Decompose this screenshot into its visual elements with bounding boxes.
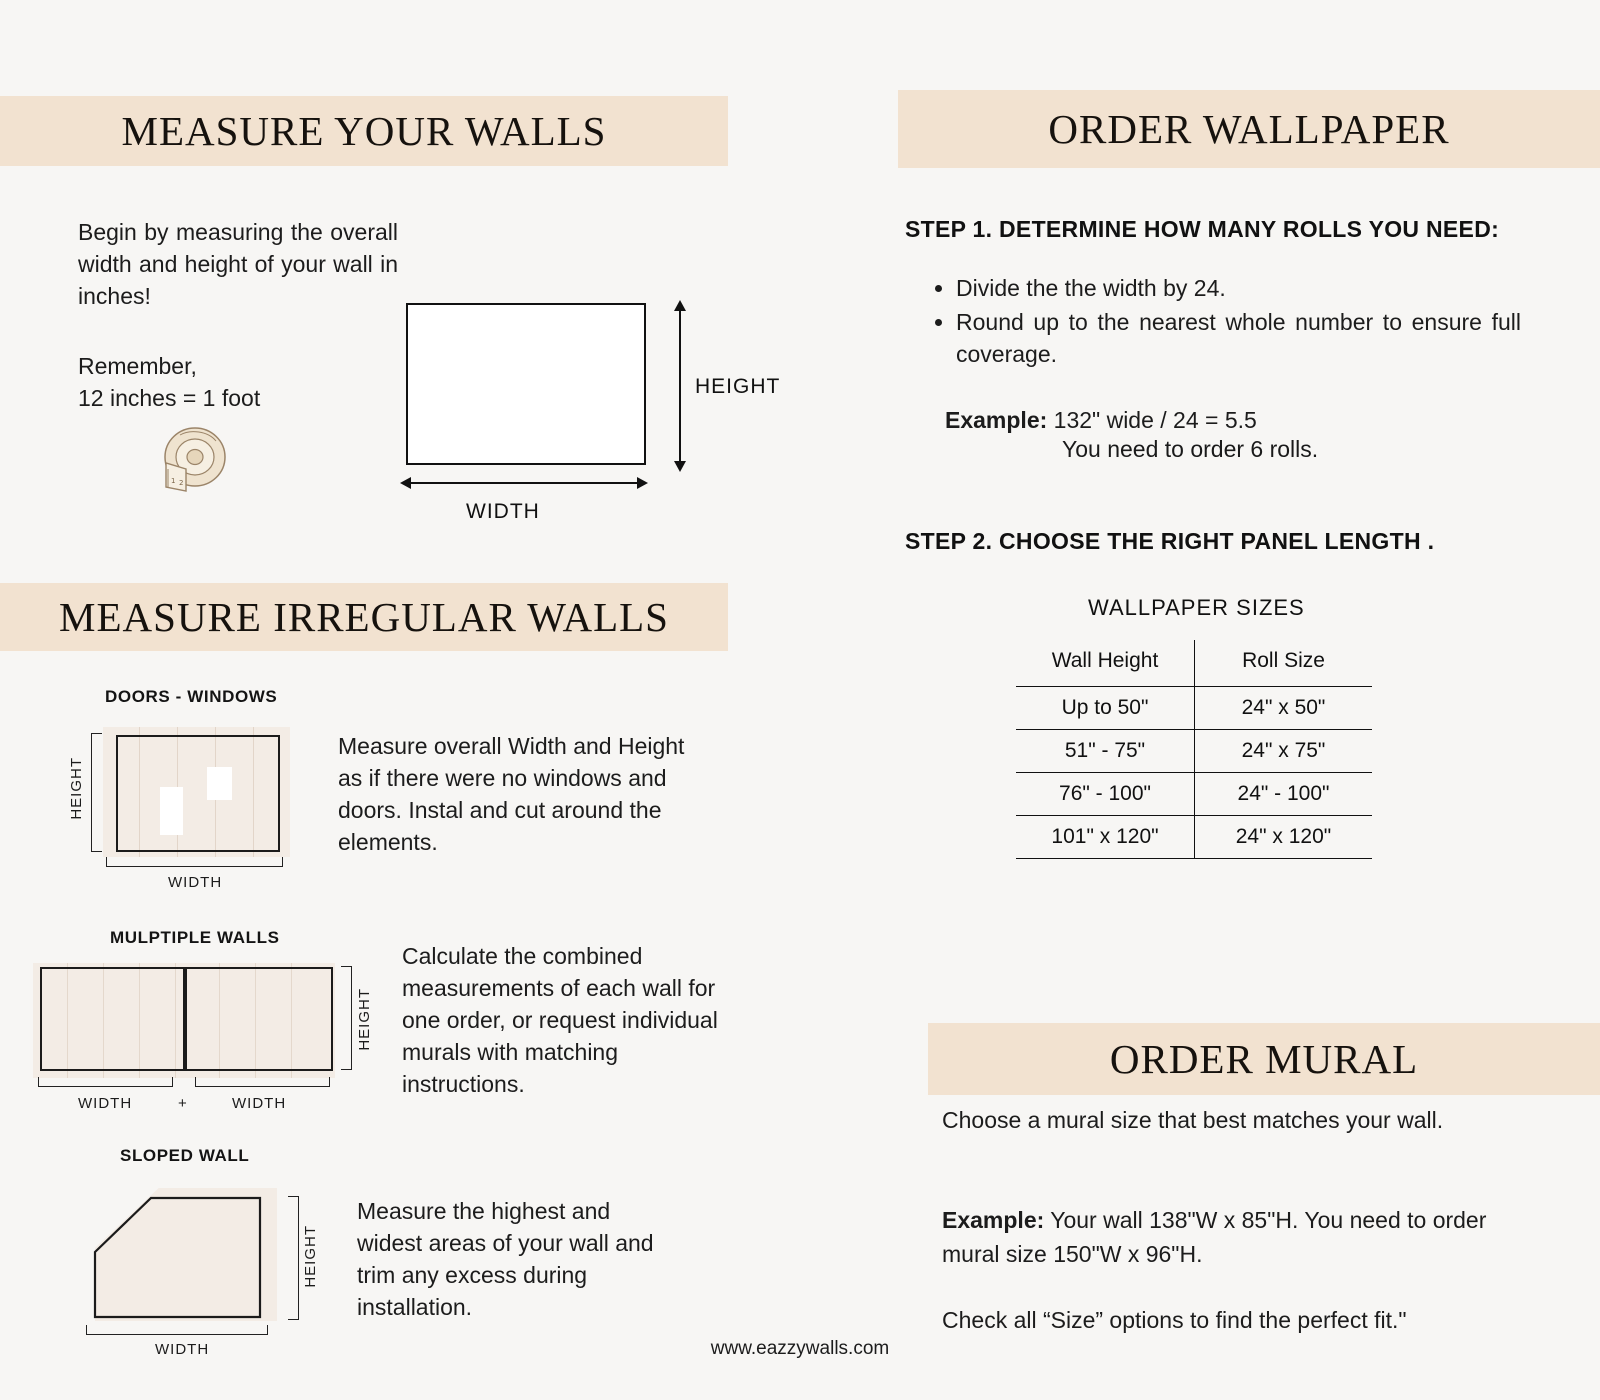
measure-intro-text: Begin by measuring the overall width and height of your wall in inches!	[78, 219, 398, 309]
step-2-heading: STEP 2. CHOOSE THE RIGHT PANEL LENGTH .	[905, 528, 1435, 554]
list-item: • Round up to the nearest whole number to ensure full coverage.	[956, 306, 1521, 370]
sloped-width-bracket-icon	[86, 1325, 268, 1335]
cell-wall-height: 101" x 120"	[1016, 816, 1195, 859]
mural-intro-text: Choose a mural size that best matches your wall.	[942, 1107, 1444, 1133]
table-header-roll-size: Roll Size	[1195, 640, 1373, 687]
cell-wall-height: 51" - 75"	[1016, 730, 1195, 773]
banner-measure-your-walls-text: MEASURE YOUR WALLS	[121, 108, 607, 154]
doors-wall-outline	[116, 735, 280, 852]
tape-measure-icon	[152, 425, 242, 505]
svg-text:1: 1	[171, 477, 176, 485]
multiple-width2-bracket-icon	[195, 1077, 330, 1087]
door-shape	[160, 787, 183, 835]
step-1-heading: STEP 1. DETERMINE HOW MANY ROLLS YOU NEED:	[905, 216, 1500, 242]
mural-example-label: Example:	[942, 1207, 1045, 1233]
doors-windows-body: Measure overall Width and Height as if there were no windows and doors. Instal and cut around the elements.	[338, 733, 685, 855]
banner-measure-irregular-walls-text: MEASURE IRREGULAR WALLS	[59, 594, 669, 640]
table-header-row	[1016, 640, 1372, 687]
wallpaper-example	[945, 404, 1505, 436]
diagram-height-label: HEIGHT	[695, 375, 781, 398]
cell-roll-size: 24" x 75"	[1195, 730, 1373, 773]
mural-example-text: Your wall 138"W x 85"H. You need to order mural size 150"W x 96"H.	[942, 1207, 1487, 1267]
wallpaper-example-line-2: You need to order 6 rolls.	[1062, 436, 1319, 462]
wallpaper-example-text: 132" wide / 24 = 5.5	[1053, 407, 1257, 433]
multiple-height-label: HEIGHT	[356, 988, 373, 1051]
banner-order-wallpaper-text: ORDER WALLPAPER	[1048, 106, 1450, 152]
list-item: • Divide the the width by 24.	[956, 272, 1521, 304]
mural-check-text: Check all “Size” options to find the perfect fit."	[942, 1307, 1407, 1333]
table-row	[1016, 816, 1372, 859]
cell-roll-size: 24" x 50"	[1195, 687, 1373, 730]
sloped-width-label: WIDTH	[155, 1341, 210, 1358]
height-arrow-icon	[679, 310, 681, 462]
banner-order-mural	[928, 1023, 1600, 1095]
table-header-wall-height: Wall Height	[1016, 640, 1195, 687]
table-row	[1016, 730, 1372, 773]
wall-rectangle-diagram	[406, 303, 646, 465]
svg-text:2: 2	[179, 479, 184, 487]
multiple-walls-heading: MULPTIPLE WALLS	[110, 928, 280, 947]
remember-line-1: Remember,	[78, 353, 197, 379]
banner-order-mural-text: ORDER MURAL	[1109, 1036, 1419, 1082]
multiple-width2-label: WIDTH	[232, 1095, 287, 1112]
doors-height-bracket-icon	[91, 733, 102, 852]
sloped-wall-body: Measure the highest and widest areas of your wall and trim any excess during installation.	[357, 1198, 654, 1320]
diagram-width-label: WIDTH	[466, 500, 540, 523]
banner-measure-irregular-walls	[0, 583, 728, 651]
remember-line-2: 12 inches = 1 foot	[78, 385, 261, 411]
cell-roll-size: 24" - 100"	[1195, 773, 1373, 816]
wallpaper-sizes-table	[1016, 640, 1372, 859]
cell-roll-size: 24" x 120"	[1195, 816, 1373, 859]
footer-website: www.eazzywalls.com	[710, 1338, 890, 1359]
wallpaper-example-label: Example:	[945, 407, 1048, 433]
multiple-width1-bracket-icon	[38, 1077, 173, 1087]
multiple-wall-right-outline	[183, 967, 333, 1071]
sloped-height-bracket-icon	[288, 1196, 299, 1320]
doors-height-label: HEIGHT	[68, 757, 85, 820]
window-shape	[207, 767, 232, 800]
table-row	[1016, 773, 1372, 816]
cell-wall-height: 76" - 100"	[1016, 773, 1195, 816]
multiple-plus-label: +	[178, 1095, 188, 1112]
step-1-bullet-list	[928, 272, 1521, 372]
doors-width-label: WIDTH	[168, 874, 223, 891]
mural-example	[942, 1203, 1502, 1271]
width-arrow-icon	[410, 482, 638, 484]
banner-order-wallpaper	[898, 90, 1600, 168]
multiple-walls-body: Calculate the combined measurements of each wall for one order, or request individual murals with matching instructions.	[402, 943, 718, 1097]
table-row	[1016, 687, 1372, 730]
multiple-width1-label: WIDTH	[78, 1095, 133, 1112]
doors-width-bracket-icon	[106, 857, 283, 867]
doors-windows-heading: DOORS - WINDOWS	[105, 687, 278, 706]
multiple-wall-left-outline	[40, 967, 187, 1071]
multiple-height-bracket-icon	[341, 966, 352, 1070]
sloped-wall-outline	[89, 1192, 266, 1323]
sloped-height-label: HEIGHT	[302, 1225, 319, 1288]
remember-text	[78, 350, 408, 414]
cell-wall-height: Up to 50"	[1016, 687, 1195, 730]
wallpaper-sizes-title: WALLPAPER SIZES	[1088, 595, 1305, 620]
banner-measure-your-walls	[0, 96, 728, 166]
sloped-wall-heading: SLOPED WALL	[120, 1146, 250, 1165]
